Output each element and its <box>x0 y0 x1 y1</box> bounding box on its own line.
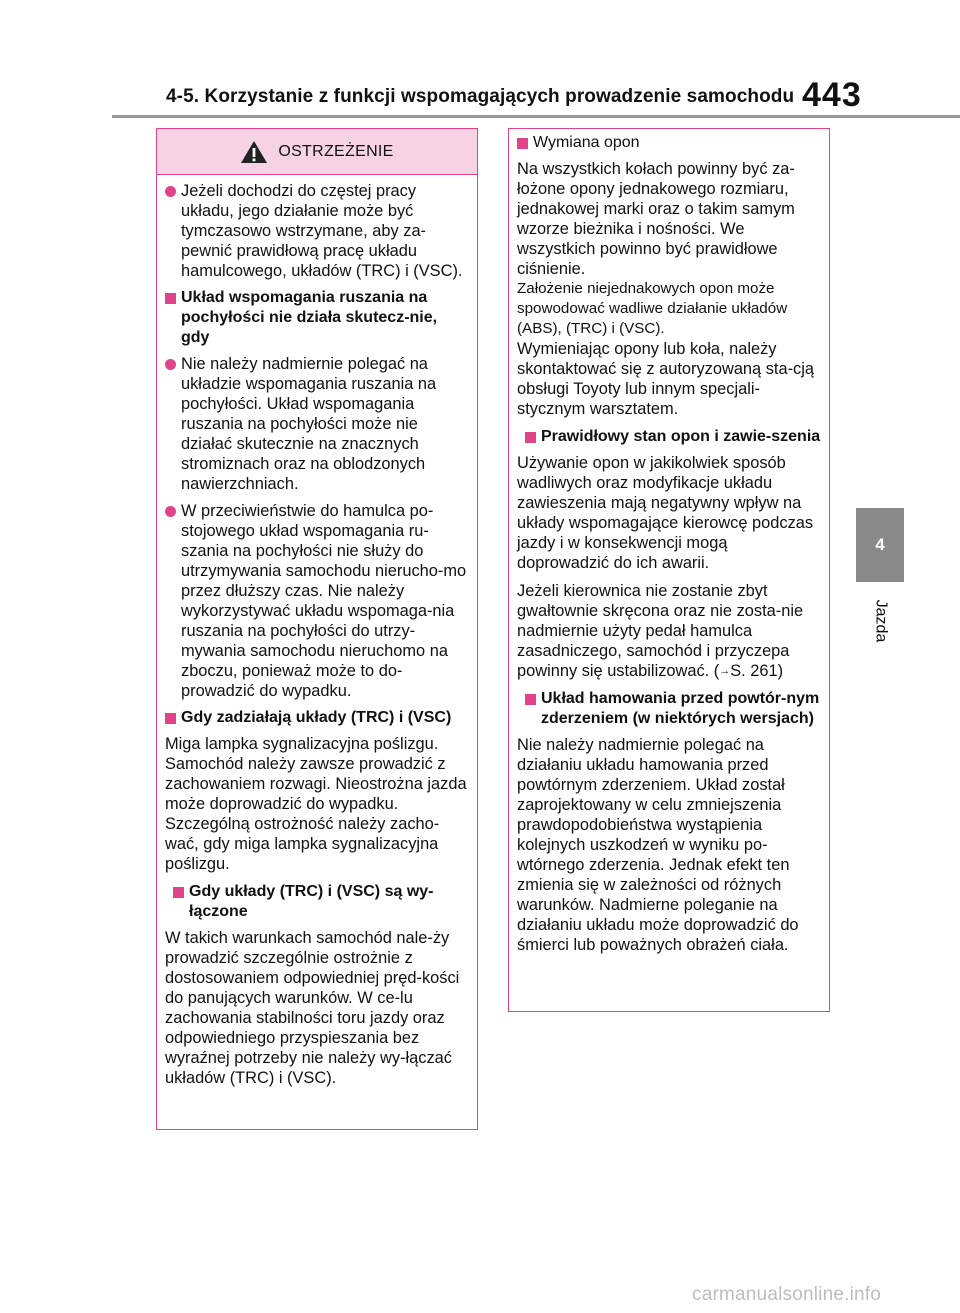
square-marker-icon <box>517 138 528 149</box>
square-marker-icon <box>165 713 176 724</box>
paragraph: Na wszystkich kołach powinny być za-łożone opony jednakowego rozmiaru, jednakowej marki oraz o takim samym wzorze bieżnika i nośności. We wszystkich powinno być prawidłowe ciśnienie. <box>517 160 795 278</box>
footer-watermark: carmanualsonline.info <box>692 1284 882 1305</box>
info-content <box>509 129 829 955</box>
info-box <box>508 128 830 1012</box>
warning-triangle-icon <box>240 140 268 164</box>
square-marker-icon <box>165 293 176 304</box>
chapter-number: 4 <box>875 535 885 554</box>
bullet-dot-icon <box>165 186 176 197</box>
subheading: Układ hamowania przed powtór-nym zderzeniem (w niektórych wersjach) <box>525 689 821 729</box>
square-marker-icon <box>525 694 536 705</box>
bullet-dot-icon <box>165 359 176 370</box>
section-title: 4-5. Korzystanie z funkcji wspomagających prowadzenie samochodu <box>166 86 795 107</box>
page-number: 443 <box>802 76 862 114</box>
paragraph: Wymieniając opony lub koła, należy skontaktować się z autoryzowaną sta-cją obsługi Toyoty lub innym specjali-stycznym warsztatem. <box>517 340 814 418</box>
subheading: Gdy układy (TRC) i (VSC) są wy-łączone <box>173 882 469 922</box>
bullet-dot-icon <box>165 506 176 517</box>
subheading: Układ wspomagania ruszania na pochyłości nie działa skutecz-nie, gdy <box>165 288 469 348</box>
header-rule <box>112 115 960 118</box>
square-marker-icon <box>525 432 536 443</box>
arrow-right-icon: → <box>719 665 731 677</box>
page-reference[interactable]: S. 261) <box>730 662 784 680</box>
paragraph: Nie należy nadmiernie polegać na działaniu układu hamowania przed powtórnym zderzeniem. Układ został zaprojektowany w celu zmniejszenia prawdopodobieństwa wystąpienia kolejnych uszkodzeń w wyniku po-wtórnego zderzenia. Jednak efekt ten zmienia się w zależności od różnych warunków. Nadmierne poleganie na działaniu układu może doprowadzić do śmierci lub poważnych obrażeń ciała. <box>517 736 799 954</box>
paragraph: Miga lampka sygnalizacyjna poślizgu. Samochód należy zawsze prowadzić z zachowaniem rozwagi. Nieostrożna jazda może doprowadzić do wypadku. Szczególną ostrożność należy zacho-wać, gdy miga lampka sygnalizacyjna poślizgu. <box>165 735 467 873</box>
list-item: W przeciwieństwie do hamulca po-stojowego układ wspomagania ru-szania na pochyłości nie służy do utrzymywania samochodu nierucho-mo przez dłuższy czas. Nie należy wykorzystywać układu wspomaga-nia ruszania na pochyłości do utrzy-mywania samochodu nieruchomo na zboczu, ponieważ może to do-prowadzić do wypadku. <box>165 501 469 701</box>
subheading: Wymiana opon <box>517 133 821 153</box>
square-marker-icon <box>173 887 184 898</box>
list-item: Nie należy nadmiernie polegać na układzie wspomagania ruszania na pochyłości. Układ wspomagania ruszania na pochyłości może nie działać skutecznie na znacznych stromiznach oraz na oblodzonych nawierzchniach. <box>165 354 469 494</box>
subheading: Prawidłowy stan opon i zawie-szenia <box>525 427 821 447</box>
warning-title: OSTRZEŻENIE <box>278 142 394 160</box>
subheading: Gdy zadziałają układy (TRC) i (VSC) <box>165 708 469 728</box>
paragraph: Jeżeli kierownica nie zostanie zbyt gwałtownie skręcona oraz nie zosta-nie nadmiernie użyty pedał hamulca zasadniczego, samochód i przyczepa powinny się ustabilizować. (→S. 261) <box>517 582 804 680</box>
list-item: Jeżeli dochodzi do częstej pracy układu, jego działanie może być tymczasowo wstrzymane, aby za-pewnić prawidłową pracę układu hamulcowego, układów (TRC) i (VSC). <box>165 181 469 281</box>
warning-header <box>157 129 477 175</box>
paragraph: Używanie opon w jakikolwiek sposób wadliwych oraz modyfikacje układu zawieszenia mają negatywny wpływ na układy wspomagające kierowcę podczas jazdy i w konsekwencji mogą doprowadzić do ich awarii. <box>517 454 814 572</box>
paragraph: W takich warunkach samochód nale-ży prowadzić szczególnie ostrożnie z dostosowaniem odpowiedniej pręd-kości do panujących warunków. W ce-lu zachowania stabilności toru jazdy oraz odpowiedniego przyspieszania bez wyraźnej potrzeby nie należy wy-łączać układów (TRC) i (VSC). <box>165 929 460 1087</box>
warning-content <box>157 175 477 1088</box>
warning-box <box>156 128 478 1130</box>
chapter-tab[interactable] <box>856 508 904 582</box>
chapter-label: Jazda <box>871 599 889 643</box>
paragraph: Założenie niejednakowych opon może spowodować wadliwe działanie układów (ABS), (TRC) i (VSC). <box>517 280 788 337</box>
